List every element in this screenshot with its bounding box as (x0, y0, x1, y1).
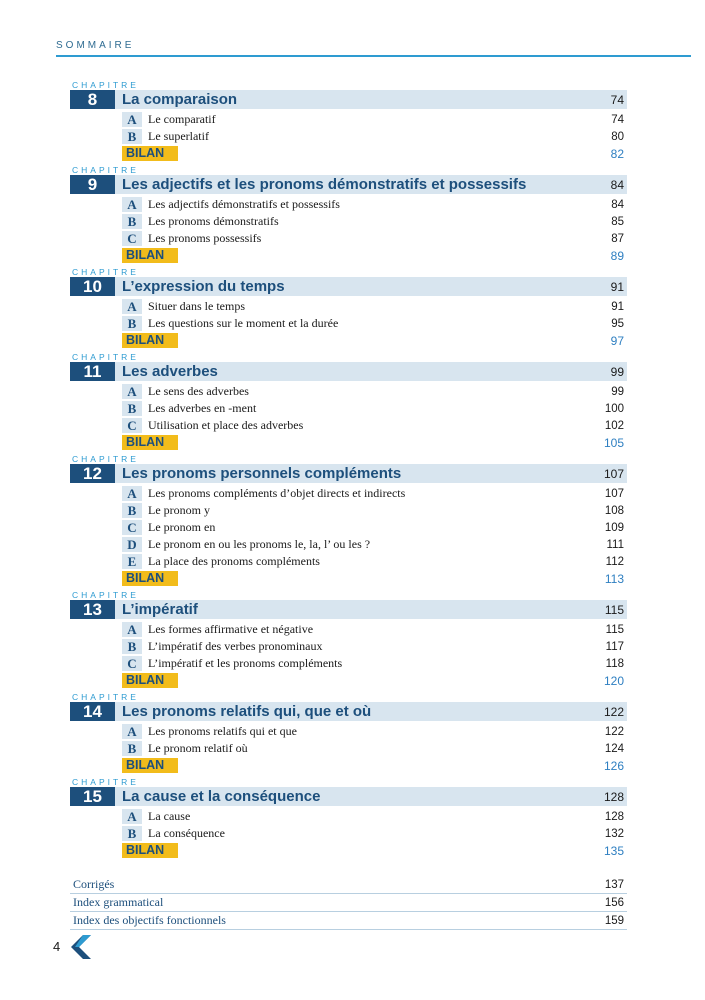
section-title: Les pronoms démonstratifs (148, 214, 279, 228)
chapter-number: 13 (70, 600, 115, 619)
bilan-entry[interactable] (70, 145, 627, 162)
section-page: 107 (604, 487, 624, 500)
chapter-title: La comparaison (122, 91, 238, 108)
chapter-number: 8 (70, 90, 115, 109)
annex-page: 137 (604, 878, 624, 891)
section-letter-badge: B (122, 129, 142, 144)
bilan-page: 82 (610, 146, 624, 161)
section-title: La place des pronoms compléments (148, 554, 320, 568)
chapter-label: CHAPITRE (72, 590, 139, 600)
bilan-badge: BILAN (122, 843, 178, 858)
section-letter-badge: C (122, 656, 142, 671)
section-letter-badge: E (122, 554, 142, 569)
chapter-number: 11 (70, 362, 115, 381)
section-letter-badge: B (122, 316, 142, 331)
annex-entry[interactable] (70, 912, 627, 930)
section-page: 118 (605, 657, 624, 670)
annex-page: 156 (604, 896, 624, 909)
section-entry[interactable] (70, 417, 627, 434)
section-title: Le pronom en (148, 520, 216, 534)
chapter-page: 107 (603, 466, 624, 481)
bilan-page: 126 (603, 758, 624, 773)
section-page: 122 (604, 725, 624, 738)
chapter-label: CHAPITRE (72, 80, 139, 90)
section-letter-badge: A (122, 197, 142, 212)
chapter-page: 91 (610, 279, 624, 294)
section-title: Le comparatif (148, 112, 216, 126)
chapter-label: CHAPITRE (72, 454, 139, 464)
chapter-block (70, 454, 627, 587)
chapter-title: L’expression du temps (122, 278, 285, 295)
section-title: Les pronoms relatifs qui et que (148, 724, 297, 738)
section-title: Le pronom y (148, 503, 210, 517)
chapter-page: 115 (604, 602, 624, 617)
bilan-page: 120 (603, 673, 624, 688)
section-letter-badge: C (122, 520, 142, 535)
section-title: Les formes affirmative et négative (148, 622, 314, 636)
section-page: 84 (611, 198, 624, 211)
chapter-heading[interactable] (70, 362, 627, 381)
chapter-heading[interactable] (70, 702, 627, 721)
chapter-title: Les pronoms personnels compléments (122, 465, 402, 482)
section-letter-badge: B (122, 741, 142, 756)
bilan-page: 105 (603, 435, 624, 450)
chapter-page: 128 (603, 789, 624, 804)
annex-title: Index des objectifs fonctionnels (73, 913, 226, 927)
header-divider (56, 55, 691, 57)
bilan-badge: BILAN (122, 758, 178, 773)
annex-title: Corrigés (73, 877, 115, 891)
chapter-block (70, 80, 627, 162)
section-title: Situer dans le temps (148, 299, 245, 313)
section-entry[interactable] (70, 536, 627, 553)
table-of-contents (70, 80, 627, 862)
section-letter-badge: C (122, 231, 142, 246)
bilan-badge: BILAN (122, 146, 178, 161)
chapter-page: 84 (610, 177, 624, 192)
bilan-entry[interactable] (70, 842, 627, 859)
section-page: 102 (604, 419, 624, 432)
section-letter-badge: A (122, 486, 142, 501)
section-title: L’impératif des verbes pronominaux (148, 639, 323, 653)
bilan-page: 135 (603, 843, 624, 858)
section-entry[interactable] (70, 383, 627, 400)
chapter-block (70, 777, 627, 859)
section-page: 115 (605, 623, 624, 636)
bilan-page: 89 (610, 248, 624, 263)
section-page: 124 (604, 742, 624, 755)
section-page: 99 (611, 385, 624, 398)
section-title: Les adverbes en -ment (148, 401, 257, 415)
chapter-title: Les adverbes (122, 363, 218, 380)
section-page: 112 (605, 555, 624, 568)
section-title: Les pronoms possessifs (148, 231, 262, 245)
bilan-entry[interactable] (70, 757, 627, 774)
section-title: L’impératif et les pronoms compléments (148, 656, 343, 670)
chapter-title: Les adjectifs et les pronoms démonstratifs et possessifs (122, 176, 527, 193)
section-letter-badge: B (122, 214, 142, 229)
section-page: 117 (605, 640, 624, 653)
section-entry[interactable] (70, 808, 627, 825)
section-page: 132 (604, 827, 624, 840)
bilan-page: 113 (604, 571, 624, 586)
chapter-page: 99 (610, 364, 624, 379)
chapter-label: CHAPITRE (72, 165, 139, 175)
chapter-heading[interactable] (70, 600, 627, 619)
section-entry[interactable] (70, 621, 627, 638)
page-number: 4 (53, 939, 61, 954)
bilan-entry[interactable] (70, 332, 627, 349)
section-page: 87 (611, 232, 624, 245)
chapter-block (70, 352, 627, 451)
section-entry[interactable] (70, 519, 627, 536)
chapter-heading[interactable] (70, 90, 627, 109)
annex-page: 159 (604, 914, 624, 927)
chapter-label: CHAPITRE (72, 267, 139, 277)
section-entry[interactable] (70, 213, 627, 230)
chapter-block (70, 267, 627, 349)
section-entry[interactable] (70, 298, 627, 315)
chapter-heading[interactable] (70, 175, 627, 194)
section-letter-badge: A (122, 384, 142, 399)
bilan-badge: BILAN (122, 248, 178, 263)
section-entry[interactable] (70, 315, 627, 332)
section-letter-badge: B (122, 639, 142, 654)
section-entry[interactable] (70, 230, 627, 247)
section-letter-badge: B (122, 826, 142, 841)
section-title: Les pronoms compléments d’objet directs et indirects (148, 486, 406, 500)
section-title: Utilisation et place des adverbes (148, 418, 304, 432)
chapter-page: 74 (610, 92, 624, 107)
annex-list (70, 876, 627, 930)
section-title: Les questions sur le moment et la durée (148, 316, 339, 330)
section-entry[interactable] (70, 485, 627, 502)
section-entry[interactable] (70, 196, 627, 213)
section-letter-badge: B (122, 503, 142, 518)
chapter-block (70, 165, 627, 264)
bilan-badge: BILAN (122, 673, 178, 688)
section-page: 128 (604, 810, 624, 823)
bilan-badge: BILAN (122, 435, 178, 450)
section-entry[interactable] (70, 825, 627, 842)
section-title: La conséquence (148, 826, 225, 840)
bilan-page: 97 (610, 333, 624, 348)
bilan-entry[interactable] (70, 434, 627, 451)
section-title: Le pronom relatif où (148, 741, 248, 755)
section-page: 91 (611, 300, 624, 313)
section-entry[interactable] (70, 111, 627, 128)
chapter-title: L’impératif (122, 601, 198, 618)
section-letter-badge: D (122, 537, 142, 552)
bilan-entry[interactable] (70, 247, 627, 264)
chapter-label: CHAPITRE (72, 352, 139, 362)
chapter-number: 15 (70, 787, 115, 806)
section-letter-badge: B (122, 401, 142, 416)
chapter-number: 10 (70, 277, 115, 296)
section-letter-badge: A (122, 809, 142, 824)
annex-title: Index grammatical (73, 895, 164, 909)
section-page: 74 (611, 113, 624, 126)
bilan-entry[interactable] (70, 672, 627, 689)
section-entry[interactable] (70, 723, 627, 740)
chapter-heading[interactable] (70, 787, 627, 806)
chapter-block (70, 692, 627, 774)
section-letter-badge: C (122, 418, 142, 433)
chapter-heading[interactable] (70, 277, 627, 296)
annex-entry[interactable] (70, 894, 627, 912)
chapter-heading[interactable] (70, 464, 627, 483)
annex-entry[interactable] (70, 876, 627, 894)
section-letter-badge: A (122, 112, 142, 127)
chevron-left-icon[interactable] (70, 935, 92, 964)
section-page: 85 (611, 215, 624, 228)
section-page: 108 (604, 504, 624, 517)
section-letter-badge: A (122, 622, 142, 637)
chapter-label: CHAPITRE (72, 692, 139, 702)
section-entry[interactable] (70, 400, 627, 417)
section-title: Les adjectifs démonstratifs et possessifs (148, 197, 340, 211)
bilan-badge: BILAN (122, 571, 178, 586)
section-entry[interactable] (70, 128, 627, 145)
section-page: 111 (606, 538, 624, 551)
section-title: La cause (148, 809, 191, 823)
chapter-number: 14 (70, 702, 115, 721)
section-letter-badge: A (122, 299, 142, 314)
section-title: Le superlatif (148, 129, 209, 143)
section-letter-badge: A (122, 724, 142, 739)
chapter-title: Les pronoms relatifs qui, que et où (122, 703, 372, 720)
section-page: 100 (604, 402, 624, 415)
chapter-number: 9 (70, 175, 115, 194)
section-entry[interactable] (70, 740, 627, 757)
section-entry[interactable] (70, 655, 627, 672)
chapter-number: 12 (70, 464, 115, 483)
section-title: Le pronom en ou les pronoms le, la, l’ ou les ? (148, 537, 371, 551)
section-entry[interactable] (70, 553, 627, 570)
bilan-entry[interactable] (70, 570, 627, 587)
section-page: 95 (611, 317, 624, 330)
bilan-badge: BILAN (122, 333, 178, 348)
section-title: Le sens des adverbes (148, 384, 249, 398)
chapter-block (70, 590, 627, 689)
section-entry[interactable] (70, 502, 627, 519)
section-page: 80 (611, 130, 624, 143)
chapter-title: La cause et la conséquence (122, 788, 321, 805)
page-header-title: SOMMAIRE (56, 40, 135, 51)
section-page: 109 (604, 521, 624, 534)
chapter-label: CHAPITRE (72, 777, 139, 787)
section-entry[interactable] (70, 638, 627, 655)
chapter-page: 122 (603, 704, 624, 719)
